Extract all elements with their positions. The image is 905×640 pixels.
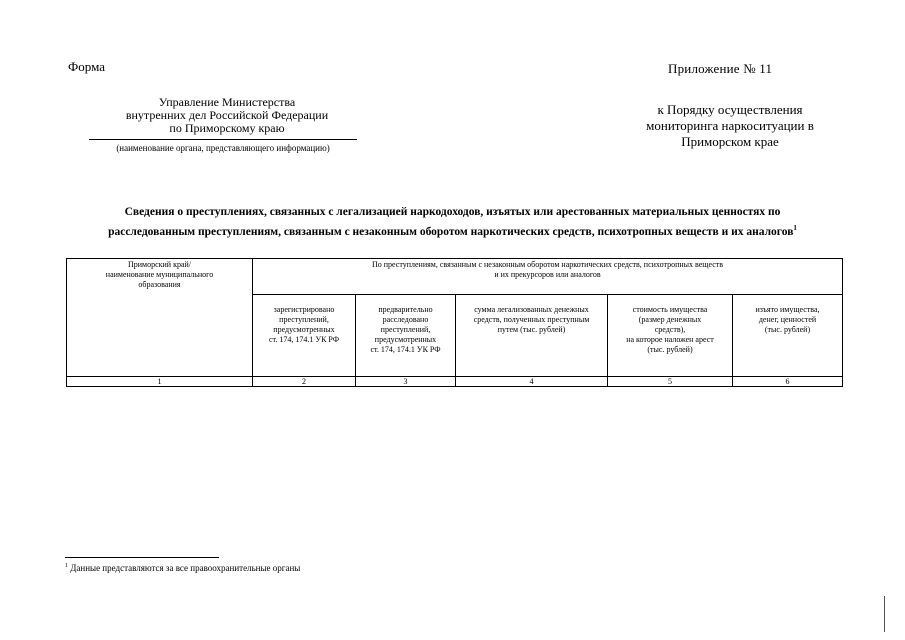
column-header-seized [733, 295, 843, 377]
group-header-cell [253, 259, 843, 295]
footnote-text: Данные представляются за все правоохранительные органы [70, 563, 301, 573]
column-number: 2 [253, 377, 356, 387]
title-line-1: Сведения о преступлениях, связанных с легализацией наркодоходов, изъятых или арестованных материальных ценностях по [124, 206, 781, 218]
col-6-line-3: (тыс. рублей) [764, 325, 811, 334]
title-line-2: расследованным преступлениям, связанным с незаконным оборотом наркотических средств, психотропных веществ и их аналогов [108, 225, 794, 238]
col-5-line-2: (размер денежных [638, 315, 702, 324]
footnote [65, 563, 300, 573]
footnote-separator [65, 557, 219, 558]
order-reference [610, 102, 850, 150]
column-number: 4 [456, 377, 608, 387]
organization-line-3: по Приморскому краю [169, 121, 285, 135]
col-5-line-1: стоимость имущества [632, 305, 708, 314]
form-label: Форма [68, 59, 105, 74]
appendix-number: Приложение № 11 [668, 61, 773, 76]
column-number: 1 [67, 377, 253, 387]
col-3-line-3: преступлений, [380, 325, 431, 334]
organization-line-2: внутренних дел Российской Федерации [125, 108, 329, 122]
region-header-line-2: наименование муниципального [105, 270, 214, 279]
col-2-line-1: зарегистрировано [273, 305, 335, 314]
col-3-line-4: предусмотренных [374, 335, 437, 344]
col-4-line-2: средств, полученных преступным [473, 315, 590, 324]
col-5-line-3: средств), [654, 325, 686, 334]
table-header-row [67, 259, 843, 295]
column-number-row [67, 377, 843, 387]
region-header-line-1: Приморский край/ [127, 260, 192, 269]
col-3-line-5: ст. 174, 174.1 УК РФ [370, 345, 441, 354]
column-number: 6 [733, 377, 843, 387]
document-title [60, 204, 845, 240]
column-header-registered [253, 295, 356, 377]
organization-underline [89, 139, 357, 140]
organization-caption: (наименование органа, представляющего информацию) [116, 143, 330, 153]
col-2-line-3: предусмотренных [273, 325, 335, 334]
column-header-investigated [356, 295, 456, 377]
region-header-cell [67, 259, 253, 377]
order-line-1: к Порядку осуществления [657, 102, 803, 117]
report-table [66, 258, 843, 387]
column-number: 3 [356, 377, 456, 387]
group-header-line-1: По преступлениям, связанным с незаконным оборотом наркотических средств, психотропных веществ [371, 260, 724, 269]
col-2-line-2: преступлений, [279, 315, 329, 324]
column-header-legalized-sum [456, 295, 608, 377]
organization-name [96, 96, 358, 135]
footnote-mark: 1 [65, 563, 68, 569]
order-line-3: Приморском крае [681, 134, 779, 149]
col-4-line-1: сумма легализованных денежных [474, 305, 589, 314]
col-6-line-1: изъято имущества, [755, 305, 820, 314]
scan-edge-line [884, 596, 885, 632]
col-6-line-2: денег, ценностей [758, 315, 817, 324]
col-3-line-1: предварительно [378, 305, 433, 314]
col-5-line-5: (тыс. рублей) [647, 345, 693, 354]
region-header-line-3: образования [138, 280, 181, 289]
organization-line-1: Управление Министерства [158, 95, 296, 109]
col-3-line-2: расследовано [382, 315, 429, 324]
order-line-2: мониторинга наркоситуации в [646, 118, 814, 133]
col-5-line-4: на которое наложен арест [626, 335, 714, 344]
column-header-arrested-property [608, 295, 733, 377]
title-footnote-mark: 1 [793, 224, 797, 232]
column-number: 5 [608, 377, 733, 387]
col-4-line-3: путем (тыс. рублей) [497, 325, 566, 334]
group-header-line-2: и их прекурсоров или аналогов [494, 270, 601, 279]
col-2-line-4: ст. 174, 174.1 УК РФ [268, 335, 340, 344]
title-line-2-wrap [60, 220, 845, 240]
